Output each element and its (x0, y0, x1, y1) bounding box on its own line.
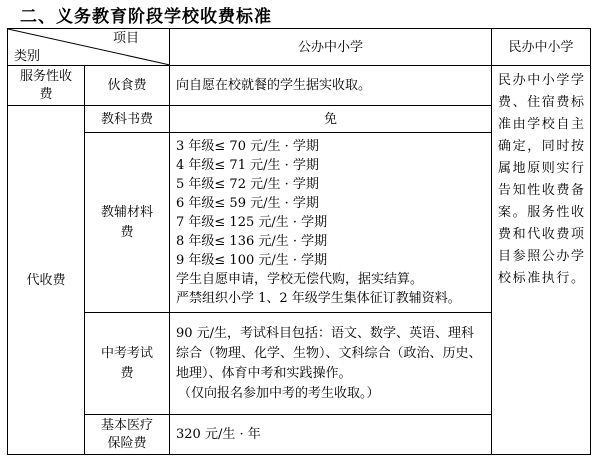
table-row-service (8, 66, 591, 106)
item-exam-fee: 中考考试费 (85, 313, 170, 415)
exam-description: 90 元/生，考试科目包括：语文、数学、英语、理科综合（物理、化学、生物）、文科综合（政治、历史、地理）、体育中考和实践操作。 (176, 325, 482, 381)
category-agency-fee: 代收费 (8, 106, 85, 455)
item-insurance-fee: 基本医疗保险费 (85, 415, 170, 455)
content-meal-fee: 向自愿在校就餐的学生据实收取。 (170, 66, 492, 106)
category-service-fee: 服务性收费 (8, 66, 85, 106)
content-materials-fee (170, 133, 492, 313)
header-public-school: 公办中小学 (170, 29, 492, 66)
header-category-label: 类别 (14, 49, 41, 64)
materials-line: 严禁组织小学 1、2 年级学生集体征订教辅资料。 (176, 291, 461, 306)
materials-line: 7 年级≤ 125 元/生 · 学期 (176, 215, 328, 230)
materials-line: 4 年级≤ 71 元/生 · 学期 (176, 158, 319, 173)
diagonal-header-cell (8, 29, 170, 66)
exam-note: （仅向报名参加中考的考生收取。） (178, 385, 380, 401)
item-meal-fee: 伙食费 (85, 66, 170, 106)
materials-line: 3 年级≤ 70 元/生 · 学期 (176, 139, 319, 154)
header-row (8, 29, 591, 66)
item-textbook-fee: 教科书费 (85, 106, 170, 133)
fee-standard-table (7, 28, 591, 455)
content-exam-fee (170, 313, 492, 415)
section-title: 二、义务教育阶段学校收费标准 (20, 7, 272, 27)
private-school-note: 民办中小学学费、住宿费标准由学校自主确定，同时按属地原则实行告知性收费备案。服务性收费和代收费项目参照公办学校标准执行。 (492, 66, 591, 455)
materials-line: 9 年级≤ 100 元/生 · 学期 (176, 253, 328, 268)
materials-line: 学生自愿申请，学校无偿代购，据实结算。 (176, 272, 424, 287)
content-insurance-fee: 320 元/生 · 年 (170, 415, 492, 455)
materials-line: 8 年级≤ 136 元/生 · 学期 (176, 234, 328, 249)
header-private-school: 民办中小学 (492, 29, 591, 66)
header-item-label: 项目 (112, 31, 139, 46)
materials-line: 5 年级≤ 72 元/生 · 学期 (176, 177, 319, 192)
item-materials-fee: 教辅材料费 (85, 133, 170, 313)
content-textbook-fee: 免 (170, 106, 492, 133)
materials-line: 6 年级≤ 59 元/生 · 学期 (176, 196, 319, 211)
